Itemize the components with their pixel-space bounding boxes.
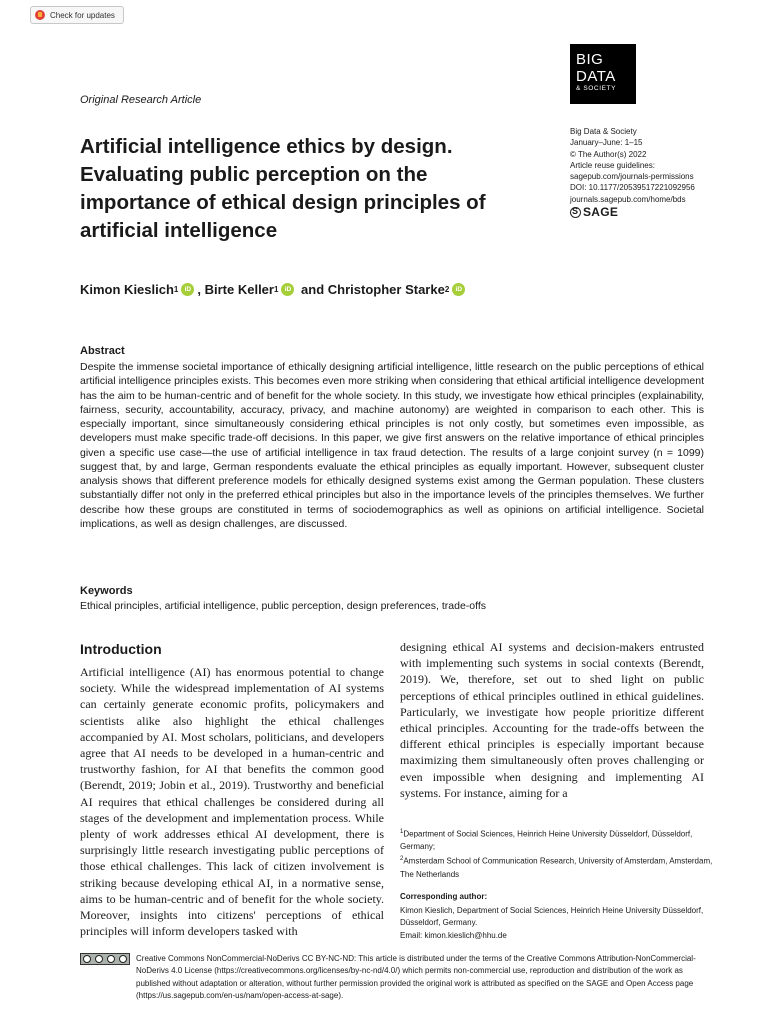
keywords-list: Ethical principles, artificial intelligence, public perception, design preferences, trade-offs (80, 600, 487, 612)
journal-issue: January–June: 1–15 (570, 138, 643, 148)
publisher-logo (570, 207, 740, 218)
affiliation-item (400, 853, 715, 880)
section-heading-introduction: Introduction (80, 641, 162, 657)
logo-line-1: BIG (576, 51, 604, 68)
author-affiliation-mark: 1 (273, 285, 279, 294)
author-separator: and (297, 282, 328, 297)
article-title: Artificial intelligence ethics by design. Evaluating public perception on the importance of ethical design principles of artificial intelligence (80, 135, 486, 242)
check-for-updates-label: Check for updates (50, 10, 115, 20)
journal-logo (570, 44, 636, 104)
check-for-updates-button[interactable] (30, 6, 124, 24)
author-separator: , (197, 282, 205, 297)
affiliation-item (400, 826, 715, 853)
doi[interactable]: DOI: 10.1177/20539517221092956 (570, 183, 695, 193)
sage-icon (570, 207, 581, 218)
affiliation-number: 1 (400, 829, 404, 835)
abstract-heading: Abstract (80, 345, 125, 357)
author-name: Kimon Kieslich (80, 282, 174, 297)
license-line (80, 953, 710, 1002)
affiliation-text: Department of Social Sciences, Heinrich Heine University Düsseldorf, Düsseldorf, Germany; (400, 829, 693, 852)
crossmark-icon (35, 10, 45, 20)
author-affiliation-mark: 1 (173, 285, 179, 294)
keywords-heading: Keywords (80, 585, 133, 597)
permissions-link[interactable]: sagepub.com/journals-permissions (570, 172, 694, 182)
affiliation-number: 2 (400, 856, 404, 863)
corresponding-author-address: Kimon Kieslich, Department of Social Sciences, Heinrich Heine University Düsseldorf, Düsseldorf, Germany. (400, 906, 704, 928)
logo-line-2: DATA (576, 68, 616, 85)
license-notice (80, 953, 710, 1002)
corresponding-author (400, 905, 715, 942)
author-name: Christopher Starke (327, 282, 445, 297)
corresponding-author-heading: Corresponding author: (400, 892, 488, 901)
journal-metadata (570, 126, 740, 218)
body-text-right-column: designing ethical AI systems and decision-makers entrusted with implementing such systems in social contexts (Berendt, 2019). We, therefore, set out to shed light on public perceptions of ethical principles outlined in ethical guidelines. Particularly, we investigate how people prioritize different ethical principles. Accounting for the trade-offs between the different ethical principles is especially important because maximizing them simultaneously often proves challenging or even impossible when designing and implementing AI systems. For instance, aiming for a (400, 640, 704, 800)
author-affiliation-mark: 2 (444, 285, 450, 294)
copyright: © The Author(s) 2022 (570, 149, 647, 159)
author-list (80, 282, 468, 297)
cc-by-nc-nd-icon[interactable] (80, 953, 130, 965)
article-type: Original Research Article (80, 94, 202, 106)
journal-name: Big Data & Society (570, 127, 637, 136)
reuse-guidelines-label: Article reuse guidelines: (570, 160, 655, 170)
orcid-icon[interactable]: iD (452, 283, 465, 296)
affiliation-text: Amsterdam School of Communication Research, University of Amsterdam, Amsterdam, The Netherlands (400, 857, 713, 879)
orcid-icon[interactable]: iD (281, 283, 294, 296)
orcid-icon[interactable]: iD (181, 283, 194, 296)
publisher-name: SAGE (583, 205, 619, 220)
abstract-text: Despite the immense societal importance of ethically designing artificial intelligence, little research on the public perceptions of ethical artificial intelligence principles exists. This becomes even more striking when considering that ethical artificial intelligence development has the aim to be human-centric and of benefit for the whole society. In this study, we investigate how ethical principles (explainability, fairness, security, accountability, accuracy, privacy, and machine autonomy) are weighted in comparison to each other. This is especially important, since simultaneously considering ethical principles is not only costly, but sometimes even impossible, as developers must make specific trade-off decisions. In this paper, we give first answers on the relative importance of ethical principles given a specific use case—the use of artificial intelligence in tax fraud detection. The results of a large conjoint survey (n = 1099) suggest that, by and large, German respondents evaluate the ethical principles as equally important. However, subsequent cluster analysis shows that different preference models for ethically designed systems exist among the German population. These clusters substantially differ not only in the preferred ethical principles but also in the importance levels of the principles themselves. We further describe how these groups are constituted in terms of sociodemographics as well as opinions on artificial intelligence. Societal implications, as well as design challenges, are discussed. (80, 361, 704, 530)
logo-line-3: & SOCIETY (576, 85, 617, 92)
journal-home-link[interactable]: journals.sagepub.com/home/bds (570, 194, 686, 204)
body-text-left-column: Artificial intelligence (AI) has enormous potential to change society. While the widespread implementation of AI systems can certainly generate economic profits, policymakers and scientists alike also highlight the ethical challenges accompanied by AI. Most scholars, politicians, and developers agree that AI needs to be developed in a human-centric and trustworthy fashion, for AI that benefits the common good (Berendt, 2019; Jobin et al., 2019). Trustworthy and beneficial AI requires that ethical challenges be considered during all stages of the development and implementation process. While plenty of work addresses ethical AI development, there is surprisingly little research investigating public perceptions of those ethical challenges. This lack of citizen involvement is striking because developing ethical AI, in a normative sense, aims to be human-centric and of benefit for the whole society. Moreover, insights into citizens' perceptions of ethical principles will inform developers tasked with (80, 665, 384, 939)
affiliations (400, 826, 715, 881)
corresponding-author-email[interactable]: Email: kimon.kieslich@hhu.de (400, 930, 507, 940)
license-text: Creative Commons NonCommercial-NoDerivs CC BY-NC-ND: This article is distributed under the terms of the Creative Commons Attribution-NonCommercial-NoDerivs 4.0 License (https://creativecommons.org/licenses/by-nc-nd/4.0/) which permits non-commercial use, reproduction and distribution of the work as published without adaptation or alteration, without further permission provided the original work is attributed as specified on the SAGE and Open Access page (https://us.sagepub.com/en-us/nam/open-access-at-sage). (136, 954, 696, 1000)
author-name: Birte Keller (204, 282, 274, 297)
